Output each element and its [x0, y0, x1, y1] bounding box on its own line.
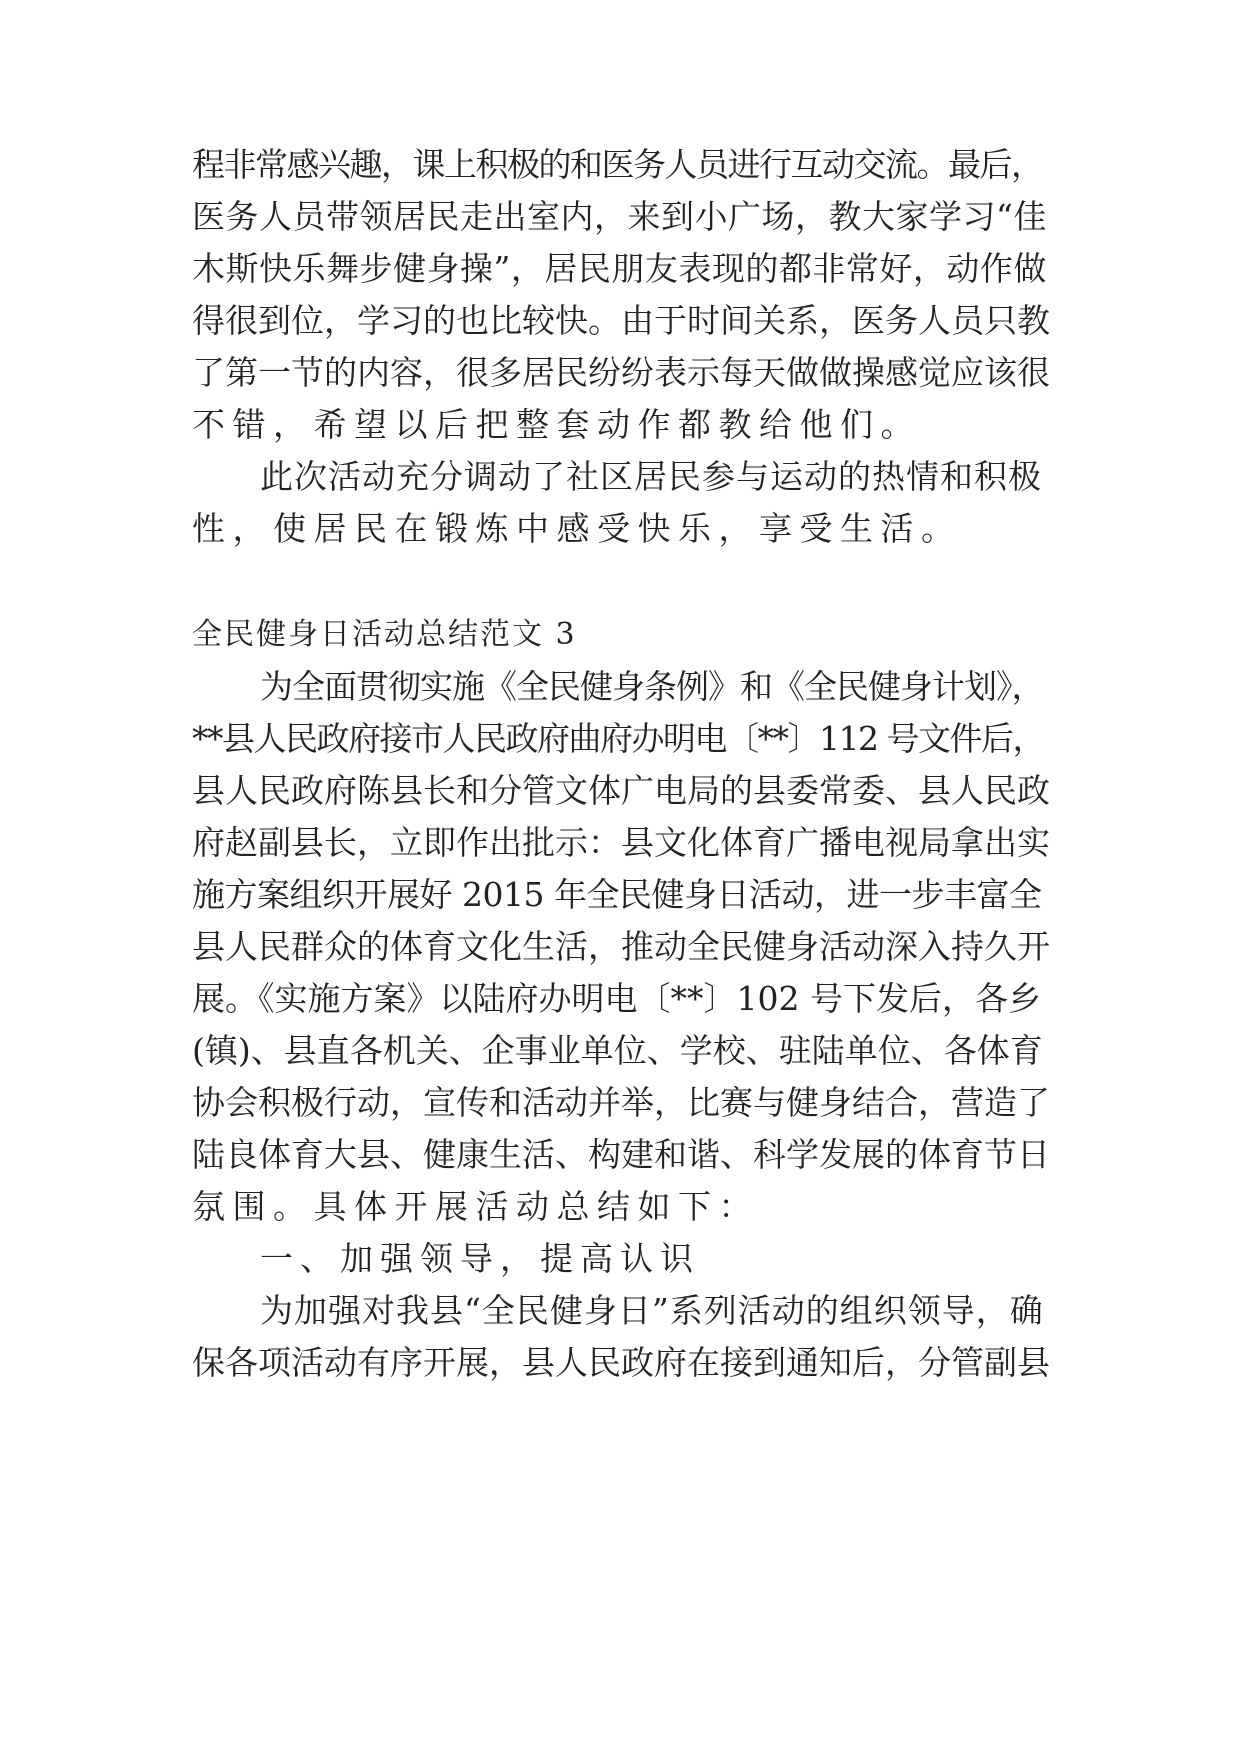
text-line: 不错，希望以后把整套动作都教给他们。	[192, 405, 921, 444]
text-line: **县人民政府接市人民政府曲府办明电〔**〕112 号文件后，	[192, 719, 1044, 758]
text-line: 为全面贯彻实施《全民健身条例》和《全民健身计划》，	[260, 667, 1044, 706]
text-line: 展。《实施方案》以陆府办明电〔**〕102 号下发后，各乡	[192, 979, 1041, 1018]
text-line: 性，使居民在锻炼中感受快乐，享受生活。	[192, 509, 962, 548]
text-line: 县人民政府陈县长和分管文体广电局的县委常委、县人民政	[192, 771, 1050, 810]
text-line: 氛围。具体开展活动总结如下：	[192, 1187, 759, 1226]
section-heading: 一、加强领导，提高认识	[260, 1239, 700, 1278]
text-line: 木斯快乐舞步健身操”，居民朋友表现的都非常好，动作做	[192, 249, 1047, 288]
text-line: 协会积极行动，宣传和活动并举，比赛与健身结合，营造了	[192, 1083, 1050, 1122]
text-line: 县人民群众的体育文化生活，推动全民健身活动深入持久开	[192, 927, 1050, 966]
text-line: 陆良体育大县、健康生活、构建和谐、科学发展的体育节日	[192, 1135, 1050, 1174]
article-title: 全民健身日活动总结范文 3	[192, 617, 577, 652]
text-line: 了第一节的内容，很多居民纷纷表示每天做做操感觉应该很	[192, 353, 1050, 392]
text-line: 府赵副县长，立即作出批示：县文化体育广播电视局拿出实	[192, 823, 1050, 862]
text-line: (镇)、县直各机关、企事业单位、学校、驻陆单位、各体育	[192, 1031, 1043, 1070]
text-line: 此次活动充分调动了社区居民参与运动的热情和积极	[260, 457, 1042, 496]
text-line: 医务人员带领居民走出室内，来到小广场，教大家学习“佳	[192, 197, 1047, 236]
text-line: 得很到位，学习的也比较快。由于时间关系，医务人员只教	[192, 301, 1050, 340]
text-line: 程非常感兴趣，课上积极的和医务人员进行互动交流。最后，	[192, 145, 1043, 184]
text-line: 为加强对我县“全民健身日”系列活动的组织领导，确	[260, 1291, 1044, 1330]
text-line: 保各项活动有序开展，县人民政府在接到通知后，分管副县	[192, 1343, 1050, 1382]
text-line: 施方案组织开展好 2015 年全民健身日活动，进一步丰富全	[192, 875, 1042, 914]
